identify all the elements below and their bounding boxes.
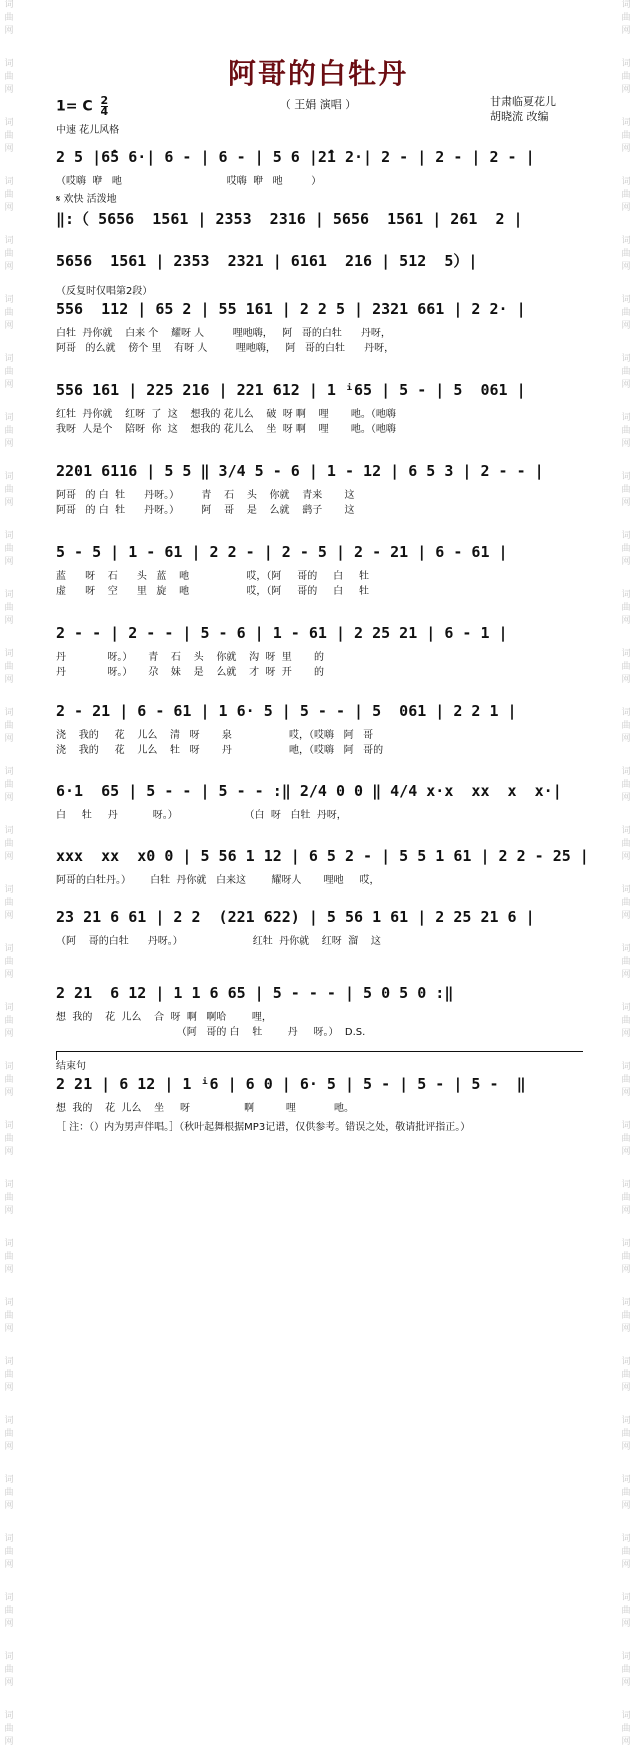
watermark-char: 网 <box>621 26 631 36</box>
watermark-char: 词 <box>621 1475 631 1485</box>
watermark-char: 词 <box>621 118 631 128</box>
watermark-char: 网 <box>4 144 14 154</box>
watermark-char: 词 <box>621 1593 631 1603</box>
lyric-line: 阿哥 的 白 牡 丹呀。） 青 石 头 你就 青来 这 <box>56 490 355 501</box>
watermark-char: 网 <box>4 439 14 449</box>
watermark-char: 词 <box>621 1357 631 1367</box>
watermark-char: 曲 <box>4 1134 14 1144</box>
watermark-char: 词 <box>621 1180 631 1190</box>
notation-line: 2 5 |6̂5 6·| 6 - | 6 - | 5 6 |2̂1 2·| 2 - | 2 - | 2 - | <box>56 148 535 166</box>
singer-credit: （ 王娟 演唱 ） <box>279 98 357 111</box>
watermark-char: 网 <box>4 1383 14 1393</box>
watermark-char: 网 <box>4 203 14 213</box>
watermark-char: 曲 <box>4 1606 14 1616</box>
watermark-char: 曲 <box>621 662 631 672</box>
watermark-char: 网 <box>621 911 631 921</box>
watermark-char: 词 <box>4 1062 14 1072</box>
watermark-char: 曲 <box>621 72 631 82</box>
lyric-line: （阿 哥的白牡 丹呀。） 红牡 丹你就 红呀 溜 这 <box>56 936 381 947</box>
watermark-char: 词 <box>621 590 631 600</box>
watermark-char: 网 <box>621 1501 631 1511</box>
watermark-char: 曲 <box>621 1016 631 1026</box>
watermark-char: 网 <box>621 1737 631 1747</box>
notation-line: xxx xx x0 0 | 5 56 1 12 | 6 5 2 - | 5 5 1 61 | 2 2 - 25 | <box>56 847 589 865</box>
watermark-char: 词 <box>4 1711 14 1721</box>
lyric-line: 红牡 丹你就 红呀 了 这 想我的 花儿么 破 呀 啊 哩 吔。（吔嗨 <box>56 409 396 420</box>
lyric-line: （哎嗨 咿 吔 哎嗨 咿 吔 ） <box>56 176 322 187</box>
watermark-char: 网 <box>4 85 14 95</box>
watermark-char: 曲 <box>621 1724 631 1734</box>
watermark-char: 词 <box>621 1239 631 1249</box>
watermark-char: 曲 <box>4 603 14 613</box>
watermark-char: 网 <box>4 852 14 862</box>
watermark-char: 网 <box>4 1678 14 1688</box>
watermark-char: 曲 <box>4 308 14 318</box>
watermark-char: 词 <box>4 1003 14 1013</box>
watermark-char: 网 <box>4 262 14 272</box>
watermark-char: 词 <box>621 1534 631 1544</box>
watermark-char: 曲 <box>621 1193 631 1203</box>
lyric-line: 阿哥 的 白 牡 丹呀。） 阿 哥 是 么就 鹞子 这 <box>56 505 355 516</box>
score-sheet <box>18 0 618 1221</box>
watermark-char: 网 <box>4 26 14 36</box>
watermark-char: 网 <box>4 970 14 980</box>
watermark-right <box>619 0 633 1747</box>
watermark-char: 曲 <box>4 662 14 672</box>
section-label: （反复时仅唱第2段） <box>56 286 153 297</box>
watermark-char: 曲 <box>4 72 14 82</box>
lyric-line: 想 我的 花 儿么 合 呀 啊 啊哈 哩， <box>56 1012 272 1023</box>
section-label: 结束句 <box>56 1061 86 1072</box>
watermark-char: 网 <box>621 1265 631 1275</box>
watermark-char: 词 <box>4 177 14 187</box>
lyric-line: 我呀 人是个 陪呀 你 这 想我的 花儿么 坐 呀 啊 哩 吔。（吔嗨 <box>56 424 396 435</box>
notation-line: 5656 1561 | 2353 2321 | 6161 216 | 512 5）| <box>56 252 478 270</box>
watermark-char: 曲 <box>4 249 14 259</box>
watermark-char: 词 <box>4 1652 14 1662</box>
watermark-char: 词 <box>4 413 14 423</box>
watermark-char: 网 <box>621 1619 631 1629</box>
watermark-char: 词 <box>4 472 14 482</box>
watermark-char: 网 <box>621 380 631 390</box>
watermark-char: 词 <box>4 1180 14 1190</box>
watermark-char: 曲 <box>621 1606 631 1616</box>
watermark-char: 词 <box>4 649 14 659</box>
watermark-char: 词 <box>621 1652 631 1662</box>
arranger-line1: 甘肃临夏花儿 <box>490 95 556 108</box>
watermark-char: 网 <box>4 498 14 508</box>
watermark-char: 曲 <box>621 1370 631 1380</box>
lyric-line: 阿哥 的么就 傍个 里 有呀 人 哩吔嗨， 阿 哥的白牡 丹呀， <box>56 343 395 354</box>
watermark-char: 词 <box>621 649 631 659</box>
watermark-char: 网 <box>621 1147 631 1157</box>
watermark-char: 曲 <box>621 957 631 967</box>
watermark-char: 词 <box>621 1062 631 1072</box>
watermark-char: 曲 <box>621 190 631 200</box>
watermark-char: 曲 <box>4 1665 14 1675</box>
watermark-char: 网 <box>621 1383 631 1393</box>
watermark-char: 词 <box>621 767 631 777</box>
watermark-char: 词 <box>621 531 631 541</box>
watermark-char: 词 <box>4 1534 14 1544</box>
watermark-char: 词 <box>4 944 14 954</box>
lyric-line: 白牡 丹你就 白来 个 耀呀 人 哩吔嗨， 阿 哥的白牡 丹呀， <box>56 328 391 339</box>
watermark-char: 词 <box>4 767 14 777</box>
watermark-char: 词 <box>621 472 631 482</box>
notation-line: 2 - 21 | 6 - 61 | 1 6· 5 | 5 - - | 5 061 | 2 2 1 | <box>56 702 517 720</box>
watermark-char: 曲 <box>621 898 631 908</box>
watermark-char: 曲 <box>4 898 14 908</box>
watermark-char: 曲 <box>621 308 631 318</box>
watermark-char: 词 <box>621 1121 631 1131</box>
watermark-char: 词 <box>4 0 14 10</box>
arranger-line2: 胡晓流 改编 <box>490 110 549 123</box>
watermark-char: 网 <box>4 1619 14 1629</box>
watermark-char: 曲 <box>4 721 14 731</box>
watermark-char: 曲 <box>4 1193 14 1203</box>
watermark-char: 曲 <box>621 249 631 259</box>
watermark-char: 曲 <box>621 1547 631 1557</box>
watermark-char: 词 <box>4 354 14 364</box>
watermark-char: 曲 <box>4 190 14 200</box>
tempo-marking: 中速 花儿风格 <box>56 125 120 136</box>
lyric-line: 丹 呀。） 青 石 头 你就 沟 呀 里 的 <box>56 652 325 663</box>
watermark-char: 词 <box>4 1239 14 1249</box>
notation-line: ‖:（ 5656 1561 | 2353 2316 | 5656 1561 | 261 2 | <box>56 210 523 228</box>
watermark-char: 网 <box>621 1088 631 1098</box>
watermark-char: 曲 <box>4 1016 14 1026</box>
key-signature: 1= C $\frac{2}{4}$ <box>56 94 109 118</box>
watermark-char: 曲 <box>4 1488 14 1498</box>
watermark-char: 词 <box>4 531 14 541</box>
watermark-char: 曲 <box>621 1429 631 1439</box>
watermark-char: 曲 <box>4 1724 14 1734</box>
watermark-char: 网 <box>4 1442 14 1452</box>
watermark-char: 词 <box>621 177 631 187</box>
watermark-char: 词 <box>4 118 14 128</box>
watermark-char: 词 <box>4 1298 14 1308</box>
watermark-char: 网 <box>4 1088 14 1098</box>
watermark-char: 曲 <box>4 839 14 849</box>
watermark-char: 网 <box>4 1560 14 1570</box>
watermark-char: 词 <box>4 1121 14 1131</box>
watermark-char: 网 <box>4 616 14 626</box>
watermark-char: 网 <box>621 1206 631 1216</box>
watermark-char: 网 <box>621 734 631 744</box>
watermark-char: 网 <box>4 321 14 331</box>
watermark-char: 词 <box>4 59 14 69</box>
watermark-char: 词 <box>621 295 631 305</box>
ending-bracket <box>56 1051 583 1060</box>
watermark-char: 网 <box>4 911 14 921</box>
watermark-char: 词 <box>621 1003 631 1013</box>
watermark-char: 曲 <box>4 485 14 495</box>
watermark-char: 网 <box>621 1560 631 1570</box>
watermark-char: 网 <box>621 1442 631 1452</box>
notation-line: 2 21 6 12 | 1 1 6 65 | 5 - - - | 5 0 5 0 :‖ <box>56 984 454 1002</box>
watermark-char: 网 <box>621 675 631 685</box>
watermark-char: 网 <box>621 616 631 626</box>
watermark-char: 词 <box>621 59 631 69</box>
time-signature: $\frac{2}{4}$ <box>100 94 109 118</box>
watermark-char: 曲 <box>621 544 631 554</box>
watermark-char: 词 <box>621 354 631 364</box>
watermark-char: 词 <box>4 885 14 895</box>
watermark-char: 网 <box>4 1501 14 1511</box>
lyric-line: 丹 呀。） 尕 妹 是 么就 才 呀 开 的 <box>56 667 325 678</box>
watermark-char: 曲 <box>4 1429 14 1439</box>
notation-line: 5 - 5 | 1 - 61 | 2 2 - | 2 - 5 | 2 - 21 | 6 - 61 | <box>56 543 508 561</box>
notation-line: 2201 6116 | 5 5 ‖ 3/4 5 - 6 | 1 - 12 | 6 5 3 | 2 - - | <box>56 462 544 480</box>
watermark-char: 曲 <box>621 1075 631 1085</box>
lyric-line: 阿哥的白牡丹。） 白牡 丹你就 白来这 耀呀人 哩吔 哎， <box>56 875 380 886</box>
song-title: 阿哥的白牡丹 <box>227 57 408 90</box>
lyric-line: 浇 我的 花 儿么 牡 呀 丹 吔，（哎嗨 阿 哥的 <box>56 745 384 756</box>
watermark-char: 曲 <box>621 13 631 23</box>
watermark-char: 网 <box>621 85 631 95</box>
watermark-char: 曲 <box>621 1134 631 1144</box>
watermark-char: 词 <box>4 1475 14 1485</box>
watermark-char: 曲 <box>621 839 631 849</box>
watermark-char: 曲 <box>621 131 631 141</box>
watermark-char: 网 <box>4 1737 14 1747</box>
watermark-left <box>2 0 16 1747</box>
watermark-char: 曲 <box>4 367 14 377</box>
watermark-char: 网 <box>4 1324 14 1334</box>
watermark-char: 曲 <box>621 1311 631 1321</box>
watermark-char: 词 <box>621 1298 631 1308</box>
watermark-char: 网 <box>621 321 631 331</box>
watermark-char: 曲 <box>621 603 631 613</box>
watermark-char: 网 <box>621 852 631 862</box>
section-label: 𝄋 欢快 活泼地 <box>56 194 117 205</box>
watermark-char: 网 <box>4 1147 14 1157</box>
watermark-char: 曲 <box>621 1488 631 1498</box>
watermark-char: 网 <box>621 1324 631 1334</box>
watermark-char: 网 <box>621 144 631 154</box>
watermark-char: 网 <box>621 262 631 272</box>
watermark-char: 网 <box>621 203 631 213</box>
watermark-char: 网 <box>4 557 14 567</box>
watermark-char: 曲 <box>621 721 631 731</box>
watermark-char: 曲 <box>621 426 631 436</box>
watermark-char: 词 <box>621 1711 631 1721</box>
watermark-char: 网 <box>4 1206 14 1216</box>
watermark-char: 网 <box>4 380 14 390</box>
watermark-char: 网 <box>4 734 14 744</box>
watermark-char: 词 <box>4 236 14 246</box>
watermark-char: 词 <box>621 413 631 423</box>
watermark-char: 词 <box>621 236 631 246</box>
watermark-char: 网 <box>621 793 631 803</box>
watermark-char: 曲 <box>4 1311 14 1321</box>
watermark-char: 曲 <box>4 426 14 436</box>
notation-line: 556 112 | 65 2 | 55 161 | 2 2 5 | 2321 661 | 2 2· | <box>56 300 526 318</box>
watermark-char: 曲 <box>4 780 14 790</box>
watermark-char: 曲 <box>621 780 631 790</box>
watermark-char: 词 <box>621 885 631 895</box>
watermark-char: 词 <box>621 1416 631 1426</box>
watermark-char: 曲 <box>621 1665 631 1675</box>
lyric-line: 蓝 呀 石 头 蓝 吔 哎，（阿 哥的 白 牡 <box>56 571 370 582</box>
watermark-char: 曲 <box>4 1075 14 1085</box>
lyric-line: （阿 哥的 白 牡 丹 呀。） D.S. <box>56 1027 366 1038</box>
watermark-char: 曲 <box>621 1252 631 1262</box>
watermark-char: 词 <box>621 944 631 954</box>
notation-line: 556 161 | 225 216 | 221 612 | 1 ⁱ65 | 5 - | 5 061 | <box>56 381 526 399</box>
watermark-char: 网 <box>4 793 14 803</box>
notation-line: 2 21 | 6 12 | 1 ⁱ6 | 6 0 | 6· 5 | 5 - | 5 - | 5 - ‖ <box>56 1075 526 1093</box>
watermark-char: 网 <box>621 1029 631 1039</box>
watermark-char: 词 <box>4 826 14 836</box>
watermark-char: 曲 <box>621 485 631 495</box>
watermark-char: 曲 <box>4 1547 14 1557</box>
watermark-char: 曲 <box>621 367 631 377</box>
lyric-line: 白 牡 丹 呀。） （白 呀 白牡 丹呀， <box>56 810 347 821</box>
watermark-char: 网 <box>621 557 631 567</box>
watermark-char: 网 <box>621 1678 631 1688</box>
watermark-char: 词 <box>4 1416 14 1426</box>
watermark-char: 网 <box>621 439 631 449</box>
notation-line: 6·1 65 | 5 - - | 5 - - :‖ 2/4 0 0 ‖ 4/4 x·x xx x x·| <box>56 782 562 800</box>
watermark-char: 词 <box>4 708 14 718</box>
watermark-char: 网 <box>4 1265 14 1275</box>
watermark-char: 曲 <box>4 1252 14 1262</box>
watermark-char: 曲 <box>4 13 14 23</box>
lyric-line: 虚 呀 空 里 旋 吔 哎，（阿 哥的 白 牡 <box>56 586 370 597</box>
watermark-char: 曲 <box>4 131 14 141</box>
footnote: ［ 注：（）内为男声伴唱。］（秋叶起舞根据MP3记谱，仅供参考。错误之处，敬请批评指正。） <box>56 1122 471 1133</box>
lyric-line: 想 我的 花 儿么 坐 呀 啊 哩 吔。 <box>56 1103 355 1114</box>
watermark-char: 网 <box>621 498 631 508</box>
watermark-char: 词 <box>621 0 631 10</box>
watermark-char: 曲 <box>4 1370 14 1380</box>
watermark-char: 网 <box>4 675 14 685</box>
notation-line: 2 - - | 2 - - | 5 - 6 | 1 - 61 | 2 25 21 | 6 - 1 | <box>56 624 508 642</box>
watermark-char: 网 <box>621 970 631 980</box>
watermark-char: 词 <box>4 295 14 305</box>
watermark-char: 词 <box>621 826 631 836</box>
watermark-char: 曲 <box>4 544 14 554</box>
watermark-char: 词 <box>621 708 631 718</box>
watermark-char: 词 <box>4 590 14 600</box>
watermark-char: 网 <box>4 1029 14 1039</box>
watermark-char: 曲 <box>4 957 14 967</box>
lyric-line: 浇 我的 花 儿么 清 呀 泉 哎，（哎嗨 阿 哥 <box>56 730 374 741</box>
watermark-char: 词 <box>4 1593 14 1603</box>
notation-line: 23 21 6 61 | 2 2 (221 622) | 5 56 1 61 | 2 25 21 6 | <box>56 908 535 926</box>
watermark-char: 词 <box>4 1357 14 1367</box>
